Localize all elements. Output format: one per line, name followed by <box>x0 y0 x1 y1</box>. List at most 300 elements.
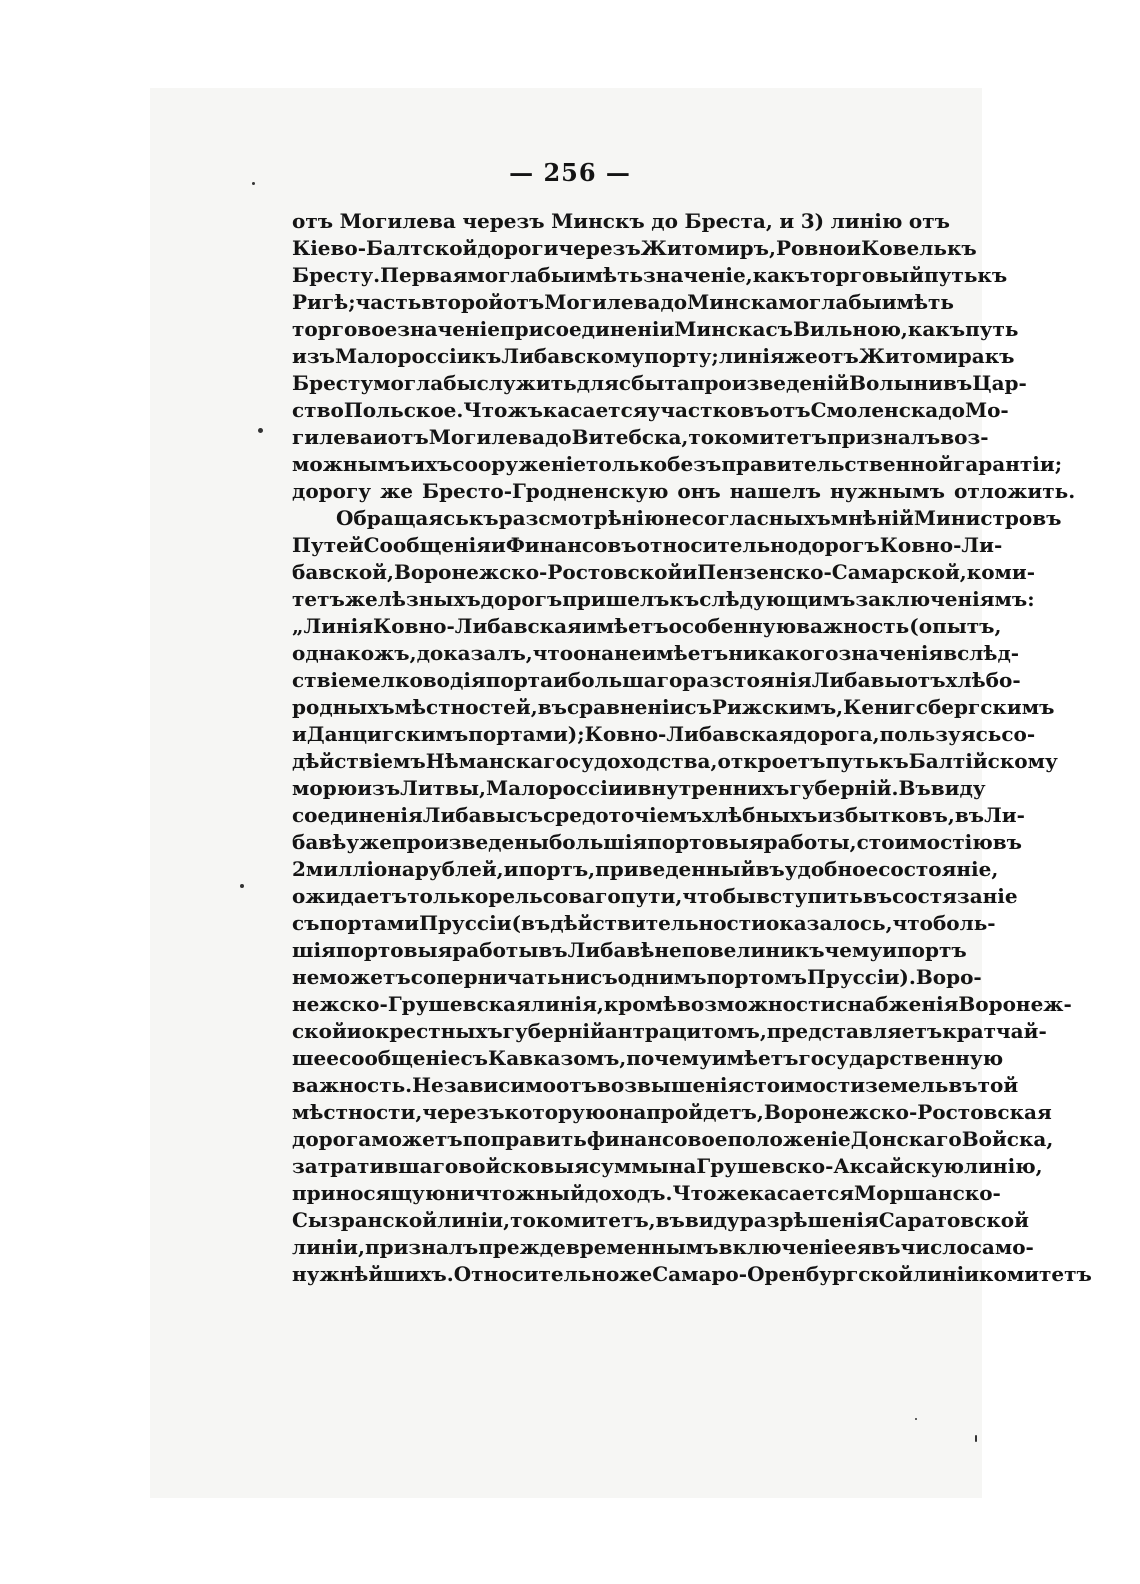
word: и <box>846 236 862 260</box>
word: же <box>784 344 818 368</box>
word: произведены <box>392 830 549 854</box>
word: Ригѣ; <box>292 290 356 314</box>
word: заключеніямъ: <box>855 587 1035 611</box>
text-line <box>292 478 1076 505</box>
word: несогласныхъ <box>664 506 831 530</box>
word: къ <box>669 587 700 611</box>
word: Бреста, <box>684 209 773 233</box>
word: въ <box>943 371 973 395</box>
word: ихъ <box>410 452 453 476</box>
word: линія <box>718 344 785 368</box>
word: кромѣ <box>603 992 678 1016</box>
word: Либавѣ <box>567 938 655 962</box>
word: отъ <box>904 668 946 692</box>
word: 2 <box>292 857 306 881</box>
word: второй <box>421 290 504 314</box>
word: приносящую <box>292 1181 446 1205</box>
word: войсковыя <box>458 1154 589 1178</box>
word: портъ <box>897 938 967 962</box>
word: Ковель <box>861 236 947 260</box>
word: соединенія <box>292 803 423 827</box>
word: и <box>372 425 388 449</box>
word: можнымъ <box>292 452 411 476</box>
word: удобное <box>784 857 879 881</box>
word: сравненіи <box>566 695 685 719</box>
word: Воро- <box>915 965 982 989</box>
word: бы <box>848 290 882 314</box>
word: рублей, <box>414 857 504 881</box>
word: въ <box>948 1073 978 1097</box>
word: и <box>292 722 307 746</box>
word: никакого <box>728 641 839 665</box>
word: только <box>585 452 668 476</box>
text-line <box>292 1153 1043 1180</box>
word: шія <box>292 938 336 962</box>
word: родныхъ <box>292 695 395 719</box>
word: нежско-Грушевская <box>292 992 531 1016</box>
word: Ровно <box>775 236 847 260</box>
word: Финансовъ <box>505 533 637 557</box>
scan-speck <box>975 1435 977 1442</box>
scan-speck <box>252 182 255 185</box>
word: въ <box>862 884 893 908</box>
word: финансовое <box>586 1127 728 1151</box>
word: кратчай- <box>942 1019 1047 1043</box>
word: состязаніе <box>892 884 1018 908</box>
word: Литвы, <box>400 776 486 800</box>
word: стоимости <box>742 1073 866 1097</box>
word: Мо- <box>964 398 1009 422</box>
word: представляетъ <box>766 1019 943 1043</box>
word: повели <box>681 938 766 962</box>
word: милліона <box>305 857 415 881</box>
word: линію <box>830 209 903 233</box>
word: Нѣманскаго <box>425 749 569 773</box>
word: возвышенія <box>597 1073 743 1097</box>
word: Вильною, <box>793 317 908 341</box>
word: до <box>938 398 965 422</box>
word: бавѣ <box>292 830 347 854</box>
word: Обращаясь <box>336 506 469 530</box>
word: и <box>622 776 638 800</box>
word: то <box>510 1208 536 1232</box>
body-text <box>292 208 1092 1288</box>
word: съ <box>515 803 544 827</box>
text-line <box>292 586 1035 613</box>
word: призналъ <box>364 1235 479 1259</box>
word: путь <box>825 749 879 773</box>
word: къ <box>977 263 1008 287</box>
word: бы <box>537 263 571 287</box>
word: виду <box>930 776 986 800</box>
word: пройдетъ, <box>646 1100 764 1124</box>
text-line <box>292 748 1058 775</box>
word: важность. <box>292 1073 413 1097</box>
word: Въ <box>898 776 931 800</box>
word: портовыя <box>647 830 764 854</box>
word: произведеній <box>689 371 850 395</box>
word: бы <box>443 371 477 395</box>
word: ство <box>292 398 344 422</box>
text-line <box>292 424 989 451</box>
word: затратившаго <box>292 1154 459 1178</box>
word: онъ <box>677 479 721 503</box>
word: не <box>614 641 642 665</box>
word: Рижскимъ, <box>711 695 844 719</box>
word: сбыта <box>618 371 690 395</box>
word: снабженія <box>835 992 959 1016</box>
word: она <box>573 641 615 665</box>
word: пути, <box>620 884 683 908</box>
word: мѣстности, <box>292 1100 423 1124</box>
word: нужнымъ <box>829 479 946 503</box>
word: доходъ. <box>584 1181 673 1205</box>
word: Могилева <box>339 209 456 233</box>
word: стоимостію <box>856 830 993 854</box>
word: разсмотрѣнію <box>498 506 665 530</box>
word: губерній. <box>789 776 899 800</box>
word: мѣстностей, <box>394 695 538 719</box>
word: Сызранской <box>292 1208 438 1232</box>
word: путь <box>923 263 978 287</box>
word: ни <box>560 965 591 989</box>
word: виду <box>684 1208 740 1232</box>
word: торговый <box>809 263 924 287</box>
word: въ <box>537 695 567 719</box>
text-line <box>292 1234 1034 1261</box>
word: пришелъ <box>562 587 670 611</box>
page-number: — 256 — <box>509 158 631 187</box>
word: изъ <box>357 776 401 800</box>
word: для <box>576 371 619 395</box>
word: той <box>977 1073 1019 1097</box>
word: линія, <box>530 992 604 1016</box>
word: внутреннихъ <box>637 776 790 800</box>
word: до <box>660 290 688 314</box>
text-line <box>292 721 1036 748</box>
word: имѣетъ <box>581 614 669 638</box>
word: портами); <box>468 722 585 746</box>
word: приведенный <box>595 857 756 881</box>
word: Либавы <box>422 803 516 827</box>
word: касается <box>542 398 648 422</box>
word: имѣть <box>881 290 954 314</box>
text-line <box>292 802 1025 829</box>
word: значеніе <box>397 317 500 341</box>
word: къ <box>984 344 1015 368</box>
word: Воронежско-Ростовской <box>393 560 683 584</box>
word: избытковъ, <box>817 803 955 827</box>
word: Данцигскимъ <box>306 722 469 746</box>
word: Кіево-Балтской <box>292 236 478 260</box>
word: разстоянія <box>682 668 812 692</box>
word: Кавказомъ, <box>488 1046 627 1070</box>
word: въ <box>655 1208 685 1232</box>
word: со- <box>1001 722 1036 746</box>
word: Грушевско-Аксайскую <box>696 1154 964 1178</box>
word: дорогъ <box>798 533 880 557</box>
word: ея <box>843 1235 872 1259</box>
word: значенія <box>838 641 944 665</box>
text-line <box>292 775 986 802</box>
word: (въ <box>511 911 551 935</box>
word: Кенигсбергскимъ <box>843 695 1055 719</box>
word: отъ <box>503 290 545 314</box>
word: слѣдующимъ <box>699 587 856 611</box>
word: изъ <box>292 344 335 368</box>
word: гилева <box>292 425 373 449</box>
word: черезъ <box>422 1100 505 1124</box>
word: включеніе <box>718 1235 844 1259</box>
word: дороги <box>477 236 559 260</box>
word: Польское. <box>343 398 464 422</box>
word: и <box>779 209 795 233</box>
text-line <box>292 289 954 316</box>
text-line <box>292 937 967 964</box>
word: Ли- <box>984 803 1025 827</box>
word: то <box>688 425 715 449</box>
text-line <box>292 559 1036 586</box>
word: съ <box>460 1046 489 1070</box>
word: Минска <box>674 317 766 341</box>
word: Волыни <box>849 371 943 395</box>
word: Пруссіи <box>419 911 512 935</box>
word: портъ, <box>518 857 596 881</box>
word: окрестныхъ <box>361 1019 503 1043</box>
word: Минскъ <box>551 209 645 233</box>
word: средоточіемъ <box>543 803 703 827</box>
word: Житомиръ, <box>640 236 776 260</box>
word: Ковно-Ли- <box>879 533 1003 557</box>
word: Пензенско-Самарской, <box>697 560 967 584</box>
word: она <box>605 1100 647 1124</box>
word: комитетъ <box>979 1262 1092 1286</box>
word: Бресту. <box>292 263 381 287</box>
word: Сообщенія <box>363 533 491 557</box>
word: что <box>892 911 933 935</box>
word: черезъ <box>558 236 641 260</box>
word: до <box>544 425 572 449</box>
word: 3) <box>800 209 825 233</box>
word: Первая <box>380 263 468 287</box>
word: отъ <box>555 1073 598 1097</box>
word: пользуясь <box>879 722 1002 746</box>
word: призналъ <box>826 425 941 449</box>
word: Донскаго <box>850 1127 962 1151</box>
text-line <box>292 694 1055 721</box>
word: къ <box>471 344 502 368</box>
word: Либавы <box>811 668 905 692</box>
word: состояніе, <box>878 857 999 881</box>
word: значеніе, <box>643 263 753 287</box>
word: тетъ <box>292 587 345 611</box>
word: Саратовской <box>878 1208 1029 1232</box>
word: относительно <box>636 533 799 557</box>
word: Либавскому <box>501 344 645 368</box>
word: линіи, <box>437 1208 511 1232</box>
word: безъ <box>667 452 722 476</box>
word: мнѣній <box>830 506 914 530</box>
word: Что <box>672 1181 717 1205</box>
text-line <box>292 451 1063 478</box>
word: чему <box>824 938 883 962</box>
word: судоходства, <box>568 749 718 773</box>
word: вслѣд- <box>943 641 1020 665</box>
text-line <box>292 262 1008 289</box>
text-line <box>292 370 1027 397</box>
word: воз- <box>940 425 989 449</box>
text-line <box>292 910 996 937</box>
word: линіи, <box>292 1235 365 1259</box>
word: въ <box>992 830 1023 854</box>
word: „Линія <box>292 614 374 638</box>
text-line <box>292 1045 1004 1072</box>
text-line <box>292 613 1002 640</box>
word: и <box>882 938 897 962</box>
word: положеніе <box>727 1127 851 1151</box>
word: земель <box>865 1073 949 1097</box>
word: Малороссіи <box>486 776 623 800</box>
word: Ковно-Либавская <box>584 722 794 746</box>
word: отъ <box>769 398 811 422</box>
word: Ковно-Либавская <box>373 614 582 638</box>
word: въ <box>538 938 568 962</box>
word: важность <box>796 614 910 638</box>
word: имѣетъ <box>711 1046 799 1070</box>
word: суммы <box>589 1154 669 1178</box>
word: не <box>654 938 682 962</box>
word: имѣть <box>570 263 644 287</box>
text-line <box>292 1207 1029 1234</box>
word: порта <box>485 668 554 692</box>
word: соперничать <box>410 965 561 989</box>
word: Витебска, <box>571 425 689 449</box>
word: и <box>346 1019 362 1043</box>
word: хлѣбо- <box>945 668 1021 692</box>
word: Могилева <box>544 290 661 314</box>
word: и <box>503 857 519 881</box>
word: доказалъ, <box>416 641 533 665</box>
word: могла <box>467 263 538 287</box>
text-line <box>292 964 982 991</box>
word: съ <box>590 965 618 989</box>
word: и <box>553 668 568 692</box>
word: которую <box>504 1100 606 1124</box>
word: число <box>900 1235 970 1259</box>
word: дорога <box>292 1127 372 1151</box>
word: Цар- <box>972 371 1027 395</box>
word: дорогъ <box>480 587 563 611</box>
word: Могилева <box>428 425 545 449</box>
word: уже <box>346 830 392 854</box>
word: хлѣбныхъ <box>702 803 818 827</box>
word: дѣйствительности <box>550 911 766 935</box>
word: сообщеніе <box>338 1046 461 1070</box>
word: отъ <box>817 344 859 368</box>
text-line <box>292 316 1019 343</box>
word: комитетъ <box>714 425 827 449</box>
word: нужнѣйшихъ. <box>292 1262 454 1286</box>
word: коми- <box>966 560 1036 584</box>
word: могла <box>778 290 849 314</box>
word: поправить <box>462 1127 587 1151</box>
word: Чтожъ <box>463 398 543 422</box>
word: Путей <box>292 533 364 557</box>
word: однимъ <box>617 965 707 989</box>
scan-speck <box>258 428 263 433</box>
text-line <box>292 532 1003 559</box>
word: портомъ <box>706 965 807 989</box>
word: къ <box>794 938 825 962</box>
word: что <box>532 641 574 665</box>
text-line <box>292 1072 1019 1099</box>
word: торговое <box>292 317 398 341</box>
word: шее <box>292 1046 339 1070</box>
text-line <box>292 1261 1092 1288</box>
text-line <box>292 667 1021 694</box>
word: же <box>619 1262 653 1286</box>
word: на <box>668 1154 697 1178</box>
word: ничтожный <box>445 1181 585 1205</box>
word: можетъ <box>319 965 411 989</box>
word: почему <box>626 1046 712 1070</box>
word: нашелъ <box>729 479 821 503</box>
word: участковъ <box>647 398 770 422</box>
word: большаго <box>567 668 683 692</box>
word: Воронежско-Ростовская <box>763 1100 1052 1124</box>
text-line <box>292 1018 1047 1045</box>
word: комитетъ, <box>535 1208 656 1232</box>
word: чтобы <box>682 884 757 908</box>
scan-speck <box>915 1418 917 1420</box>
text-line <box>292 208 950 235</box>
word: касается <box>749 1181 855 1205</box>
text-line <box>292 397 1009 424</box>
word: боль- <box>932 911 996 935</box>
word: разрѣшенія <box>739 1208 879 1232</box>
word: государственную <box>798 1046 1004 1070</box>
word: отъ <box>387 425 429 449</box>
word: отложить. <box>954 479 1076 503</box>
word: имѣетъ <box>641 641 729 665</box>
word: же <box>716 1181 750 1205</box>
word: работы <box>452 938 539 962</box>
word: правительственной <box>721 452 954 476</box>
text-line <box>292 856 999 883</box>
word: могла <box>373 371 444 395</box>
word: въ <box>871 1235 901 1259</box>
word: сооруженіе <box>452 452 586 476</box>
word: (опытъ, <box>909 614 1002 638</box>
word: въ <box>954 803 985 827</box>
word: съ <box>684 695 712 719</box>
word: не <box>292 965 320 989</box>
text-line <box>292 1126 1054 1153</box>
word: дѣйствіемъ <box>292 749 426 773</box>
word: вступить <box>756 884 863 908</box>
word: отъ <box>908 209 950 233</box>
word: Войска, <box>961 1127 1054 1151</box>
word: служить <box>476 371 577 395</box>
word: порту; <box>644 344 719 368</box>
text-line <box>292 640 1020 667</box>
word: и <box>490 533 506 557</box>
word: само- <box>969 1235 1034 1259</box>
word: линію, <box>964 1154 1043 1178</box>
word: Минска <box>687 290 779 314</box>
text-line <box>292 1099 1052 1126</box>
word: дорога, <box>793 722 880 746</box>
